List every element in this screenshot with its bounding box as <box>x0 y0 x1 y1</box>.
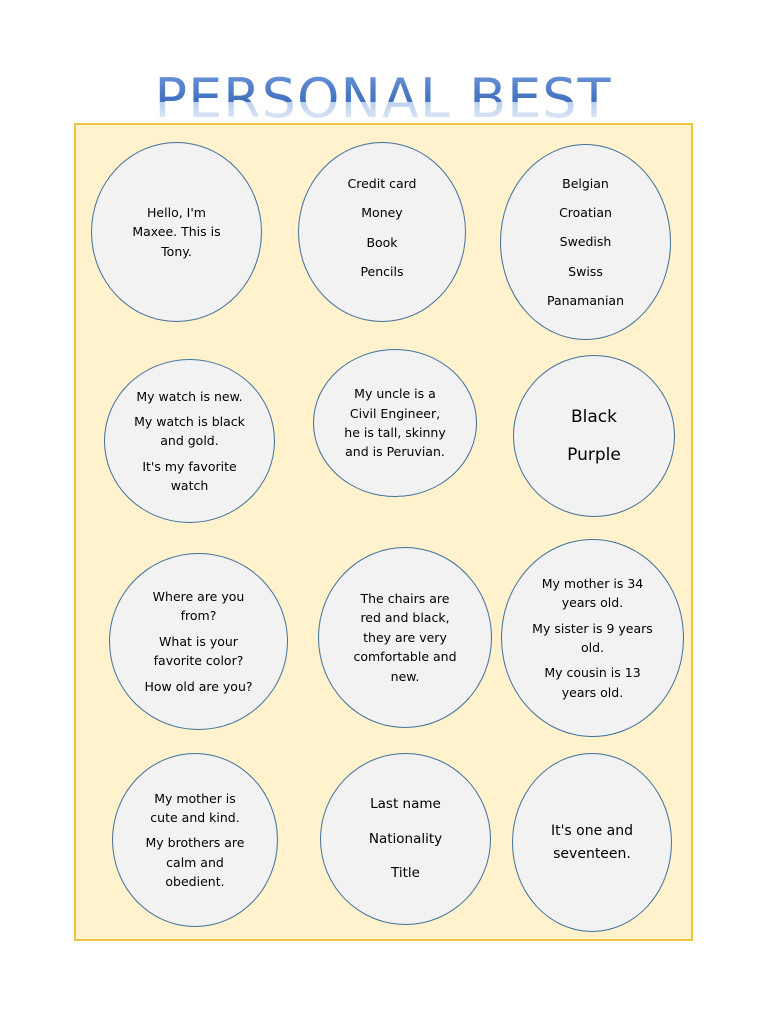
card-para <box>136 387 242 406</box>
card-para <box>134 412 245 451</box>
card-line: new. <box>390 668 420 684</box>
card-line: from? <box>180 608 217 624</box>
page-title-wrap <box>0 67 768 142</box>
card-family <box>112 753 278 927</box>
card-line: Black <box>571 406 617 427</box>
card-line: My cousin is 13 <box>544 665 641 681</box>
card-line: My watch is black <box>134 413 245 429</box>
card-line: My mother is 34 <box>541 575 644 591</box>
card-line: How old are you? <box>144 678 253 694</box>
card-line: watch <box>170 478 209 494</box>
card-line: It's one and <box>550 823 634 840</box>
card-para <box>542 574 643 613</box>
card-para <box>153 587 245 626</box>
card-line: Pencils <box>360 264 404 280</box>
card-line: Title <box>391 865 420 882</box>
card-line: and is Peruvian. <box>345 444 445 460</box>
card-questions <box>109 553 288 730</box>
card-greeting <box>91 142 262 322</box>
page-title: PERSONAL BEST <box>154 67 612 130</box>
card-line: My sister is 9 years <box>532 620 653 636</box>
card-line: seventeen. <box>553 845 631 862</box>
card-line: My uncle is a <box>354 386 436 402</box>
card-line: Panamanian <box>546 293 625 309</box>
card-line: cute and kind. <box>150 809 240 825</box>
card-line: Tony. <box>161 243 192 259</box>
card-line: and gold. <box>160 433 219 449</box>
card-line: Croatian <box>559 204 612 220</box>
card-line: Where are you <box>152 589 245 605</box>
card-line: years old. <box>561 684 624 700</box>
card-line: My mother is <box>154 790 236 806</box>
card-line: red and black, <box>360 610 450 626</box>
card-watch <box>104 359 275 523</box>
card-line: obedient. <box>165 874 225 890</box>
card-line: Hello, I'm <box>147 204 206 220</box>
card-para <box>144 677 252 696</box>
card-uncle <box>313 349 477 497</box>
card-line: It's my favorite <box>142 458 237 474</box>
card-line: years old. <box>561 595 624 611</box>
card-para <box>150 789 239 828</box>
card-nationalities <box>500 144 671 340</box>
card-ages <box>501 539 684 737</box>
card-chairs <box>318 547 492 728</box>
card-para <box>146 833 245 891</box>
card-para <box>544 663 640 702</box>
card-line: Swedish <box>559 234 612 250</box>
card-line: calm and <box>166 854 224 870</box>
card-line: favorite color? <box>153 653 244 669</box>
card-line: Maxee. This is <box>132 224 221 240</box>
card-objects <box>298 142 466 322</box>
card-line: Purple <box>567 445 621 465</box>
card-form-fields <box>320 753 491 925</box>
card-time <box>512 753 672 932</box>
card-line: Nationality <box>368 830 443 847</box>
card-line: Last name <box>370 795 441 812</box>
card-line: Credit card <box>347 176 417 191</box>
card-line: comfortable and <box>353 649 457 665</box>
card-line: Belgian <box>562 175 609 191</box>
card-line: What is your <box>159 633 238 649</box>
card-line: Book <box>366 234 398 250</box>
card-line: My brothers are <box>145 835 245 851</box>
card-para <box>532 619 653 658</box>
card-line: Swiss <box>568 263 603 279</box>
card-line: The chairs are <box>360 591 450 607</box>
card-line: Civil Engineer, <box>349 405 441 421</box>
card-line: My watch is new. <box>136 388 243 404</box>
card-colors <box>513 355 675 517</box>
card-para <box>154 632 244 671</box>
card-para <box>142 457 236 496</box>
card-line: they are very <box>363 629 447 645</box>
card-line: Money <box>361 205 403 221</box>
card-line: old. <box>580 640 605 655</box>
card-line: he is tall, skinny <box>344 425 446 440</box>
